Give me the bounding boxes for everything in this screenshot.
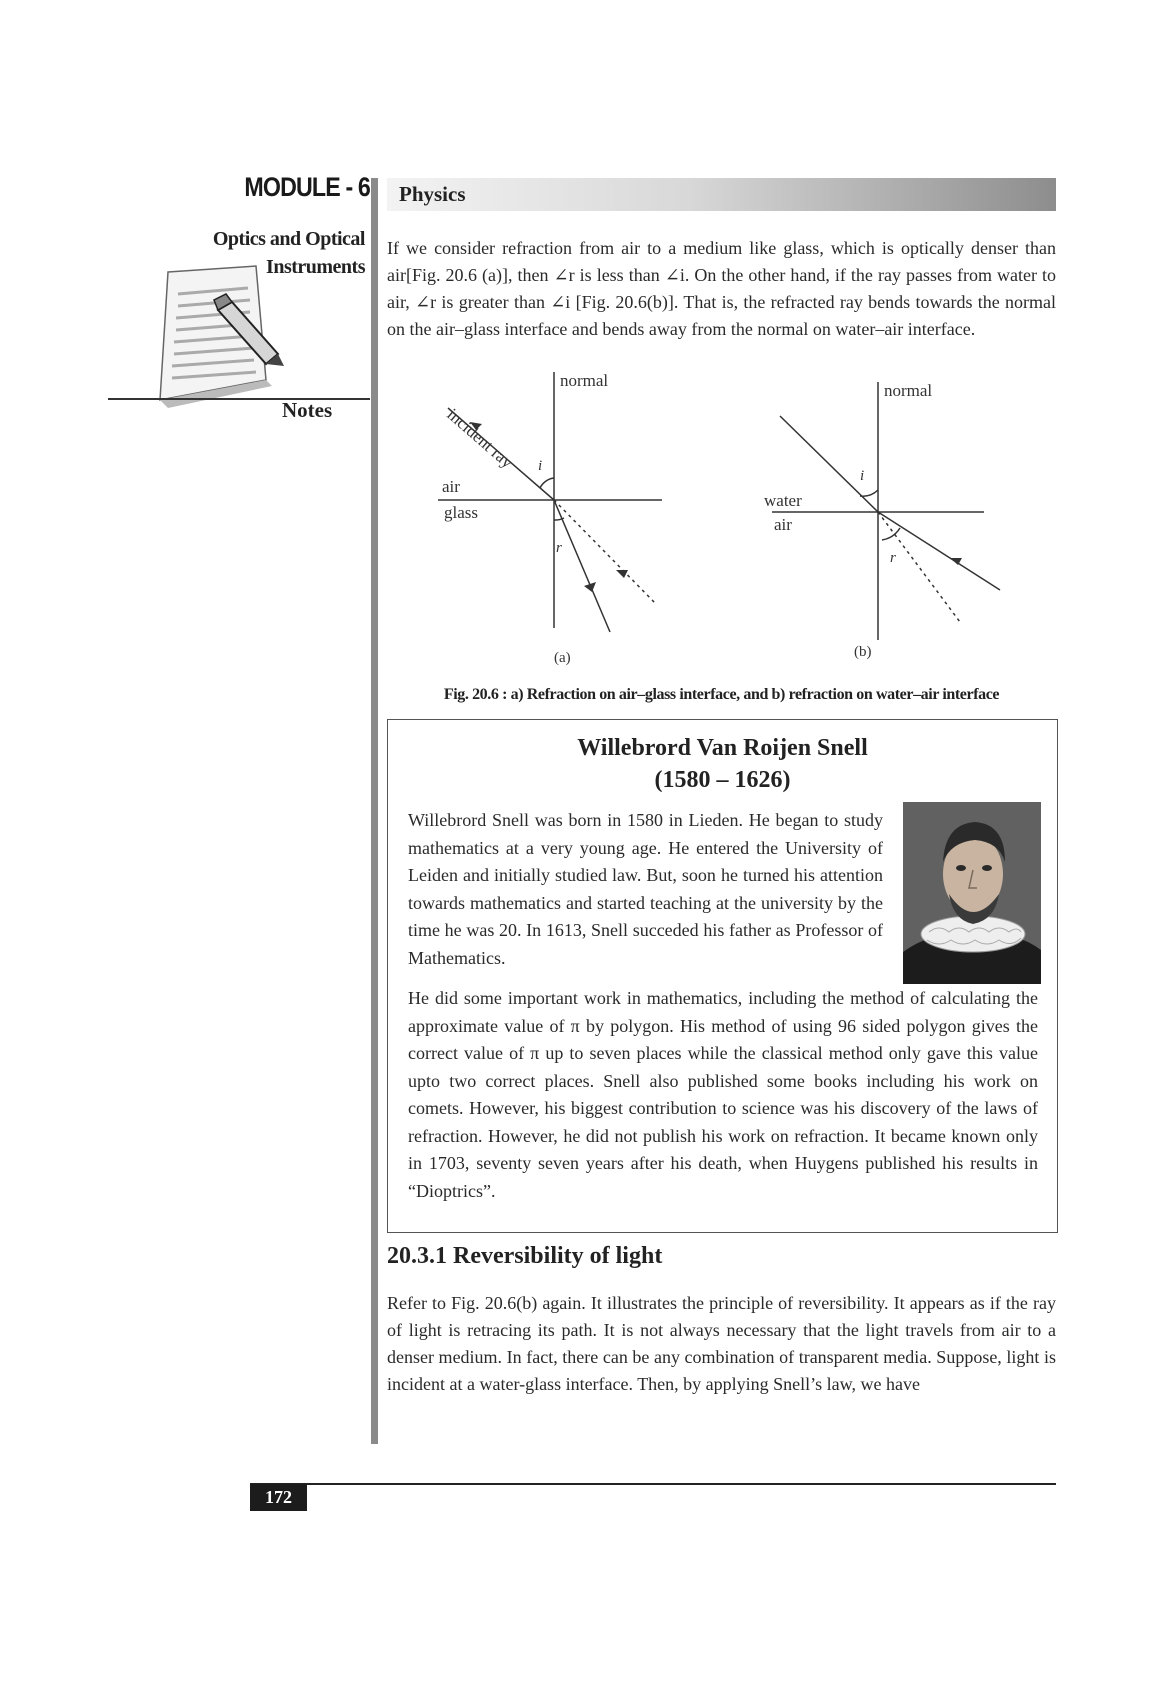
module-title: MODULE - 6 <box>244 172 370 202</box>
module-subtitle-line2: Instruments <box>266 256 365 278</box>
biography-box <box>387 719 1058 1233</box>
footer-rule <box>250 1483 1056 1485</box>
panel-a-top-medium: air <box>442 477 460 496</box>
biography-paragraph-1: Willebrord Snell was born in 1580 in Lieden. He began to study mathematics at a very young age. He entered the University of Leiden and initially studied law. But, soon he turned his attention towards mathematics and started teaching at the university by the time he was 20. In 1613, Snell succeded his father as Professor of Mathematics. <box>408 810 883 968</box>
panel-b-normal-label: normal <box>884 381 933 400</box>
panel-a-angle-i: i <box>538 458 543 474</box>
panel-a-angle-r: r <box>556 540 562 556</box>
refraction-figure <box>420 360 1030 670</box>
subject-header-bar <box>387 178 1056 211</box>
panel-a-normal-label: normal <box>560 371 609 390</box>
panel-a-panel-label: (a) <box>554 650 571 666</box>
panel-a-incident-label: incident ray <box>443 404 517 472</box>
biography-name: Willebrord Van Roijen Snell <box>577 735 868 761</box>
margin-vertical-bar <box>371 178 378 1444</box>
panel-b-angle-r: r <box>890 550 896 566</box>
biography-years: (1580 – 1626) <box>654 767 791 793</box>
section-paragraph: Refer to Fig. 20.6(b) again. It illustrates the principle of reversibility. It appears as if the ray of light is retracing its path. It is not always necessary that the light travels from air to a denser medium. In fact, there can be any combination of transparent media. Suppose, light is incident at a water-glass interface. Then, by applying Snell’s law, we have <box>387 1293 1056 1394</box>
biography-title <box>388 732 1057 796</box>
snell-portrait-image <box>903 802 1041 984</box>
panel-b-angle-i: i <box>860 468 865 484</box>
module-subtitle-line1: Optics and Optical <box>212 228 365 250</box>
panel-b-top-medium: water <box>764 491 802 510</box>
notes-pencil-icon <box>138 262 298 412</box>
figure-panel-a <box>438 371 662 666</box>
page-number: 172 <box>250 1484 307 1511</box>
biography-paragraph-2: He did some important work in mathematics, including the method of calculating the approximate value of π by polygon. His method of using 96 sided polygon gives the correct value of π up to seven places while the classical method only gave this value upto two correct places. Snell also published some books including his work on comets. However, his biggest contribution to science was his discovery of the laws of refraction. However, he did not publish his work on refraction. It became known only in 1703, seventy seven years after his death, when Huygens published his results in “Dioptrics”. <box>408 988 1038 1201</box>
panel-b-panel-label: (b) <box>854 644 872 660</box>
panel-b-bottom-medium: air <box>774 515 792 534</box>
figure-caption: Fig. 20.6 : a) Refraction on air–glass interface, and b) refraction on water–air interface <box>443 686 1000 703</box>
intro-paragraph: If we consider refraction from air to a medium like glass, which is optically denser than air[Fig. 20.6 (a)], then ∠r is less than ∠i. On the other hand, if the ray passes from water to air, ∠r is greater than ∠i [Fig. 20.6(b)]. That is, the refracted ray bends towards the normal on the air–glass interface and bends away from the normal on water–air interface. <box>387 238 1056 339</box>
subject-title: Physics <box>399 182 466 206</box>
figure-panel-b <box>764 381 1000 660</box>
panel-a-bottom-medium: glass <box>444 503 478 522</box>
section-heading: 20.3.1 Reversibility of light <box>387 1243 663 1269</box>
notes-label: Notes <box>282 398 333 422</box>
